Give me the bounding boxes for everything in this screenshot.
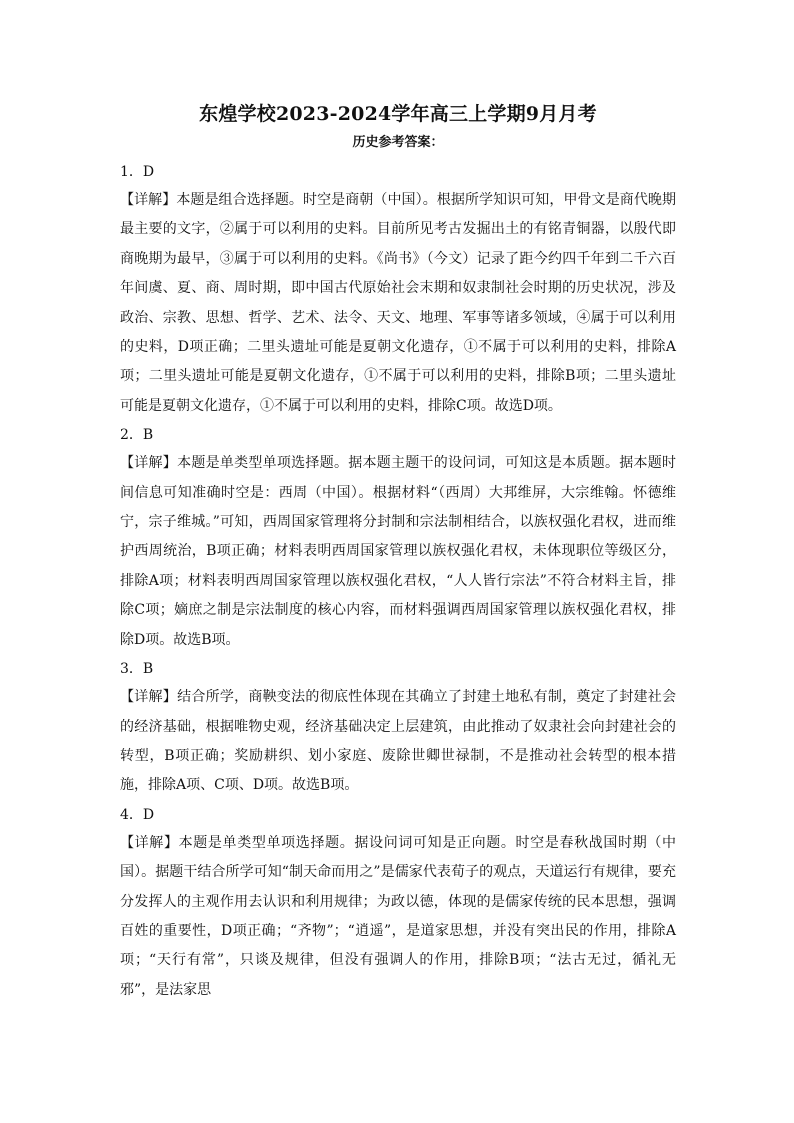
answer-item-4 <box>120 801 676 1005</box>
answer-explanation <box>120 829 676 1005</box>
explanation-text: 本题是单类型单项选择题。据本题主题干的设问词，可知这是本质题。据本题时间信息可知准确时空是：西周（中国）。根据材料“（西周）大邦维屏，大宗维翰。怀德维宁，宗子维城。”可知，西周国家管理将分封制和宗法制相结合，以族权强化君权，进而维护西周统治，B项正确；材料表明西周国家管理以族权强化君权，未体现职位等级区分，排除A项；材料表明西周国家管理以族权强化君权，“人人皆行宗法”不符合材料主旨，排除C项；嫡庶之制是宗法制度的核心内容，而材料强调西周国家管理以族权强化君权，排除D项。故选B项。 <box>120 455 677 648</box>
answer-number: 3．B <box>120 661 154 678</box>
explanation-tag: 【详解】 <box>120 455 178 472</box>
answer-item-2 <box>120 421 676 655</box>
explanation-tag: 【详解】 <box>120 192 177 208</box>
explanation-tag: 【详解】 <box>120 689 178 706</box>
answer-number: 1．D <box>120 164 155 180</box>
answer-explanation <box>120 683 676 801</box>
answer-item-3 <box>120 655 676 801</box>
answer-item-1 <box>120 158 676 421</box>
explanation-text: 结合所学，商鞅变法的彻底性体现在其确立了封建土地私有制，奠定了封建社会的经济基础，根据唯物史观，经济基础决定上层建筑，由此推动了奴隶社会向封建社会的转型，B项正确；奖励耕织、划小家庭、废除世卿世禄制，不是推动社会转型的根本措施，排除A项、C项、D项。故选B项。 <box>120 689 677 794</box>
explanation-text: 本题是单类型单项选择题。据设问词可知是正向题。时空是春秋战国时期（中国）。据题干结合所学可知“制天命而用之”是儒家代表荀子的观点，天道运行有规律，要充分发挥人的主观作用去认识和利用规律；为政以德，体现的是儒家传统的民本思想，强调百姓的重要性，D项正确；“齐物”；“逍遥”，是道家思想，并没有突出民的作用，排除A项；“天行有常”，只谈及规律，但没有强调人的作用，排除B项；“法古无过，循礼无邪”，是法家思 <box>120 834 677 998</box>
page-title: 东煌学校2023-2024学年高三上学期9月月考 <box>199 103 597 125</box>
answer-number: 2．B <box>120 427 154 444</box>
explanation-text: 本题是组合选择题。时空是商朝（中国）。根据所学知识可知，甲骨文是商代晚期最主要的文字，②属于可以利用的史料。目前所见考古发掘出土的有铭青铜器，以殷代即商晚期为最早，③属于可以利用的史料。《尚书》（今文）记录了距今约四千年到二千六百年间虞、夏、商、周时期，即中国古代原始社会末期和奴隶制社会时期的历史状况，涉及政治、宗教、思想、哲学、艺术、法令、天文、地理、军事等诸多领域，④属于可以利用的史料，D项正确；二里头遗址可能是夏朝文化遗存，①不属于可以利用的史料，排除A项；二里头遗址可能是夏朝文化遗存，①不属于可以利用的史料，排除B项；二里头遗址可能是夏朝文化遗存，①不属于可以利用的史料，排除C项。故选D项。 <box>120 192 677 414</box>
answer-number: 4．D <box>120 806 155 823</box>
explanation-tag: 【详解】 <box>120 834 179 851</box>
page-subtitle: 历史参考答案： <box>352 135 444 150</box>
answer-explanation <box>120 449 676 655</box>
answer-document <box>120 98 676 1005</box>
answer-explanation <box>120 186 676 421</box>
